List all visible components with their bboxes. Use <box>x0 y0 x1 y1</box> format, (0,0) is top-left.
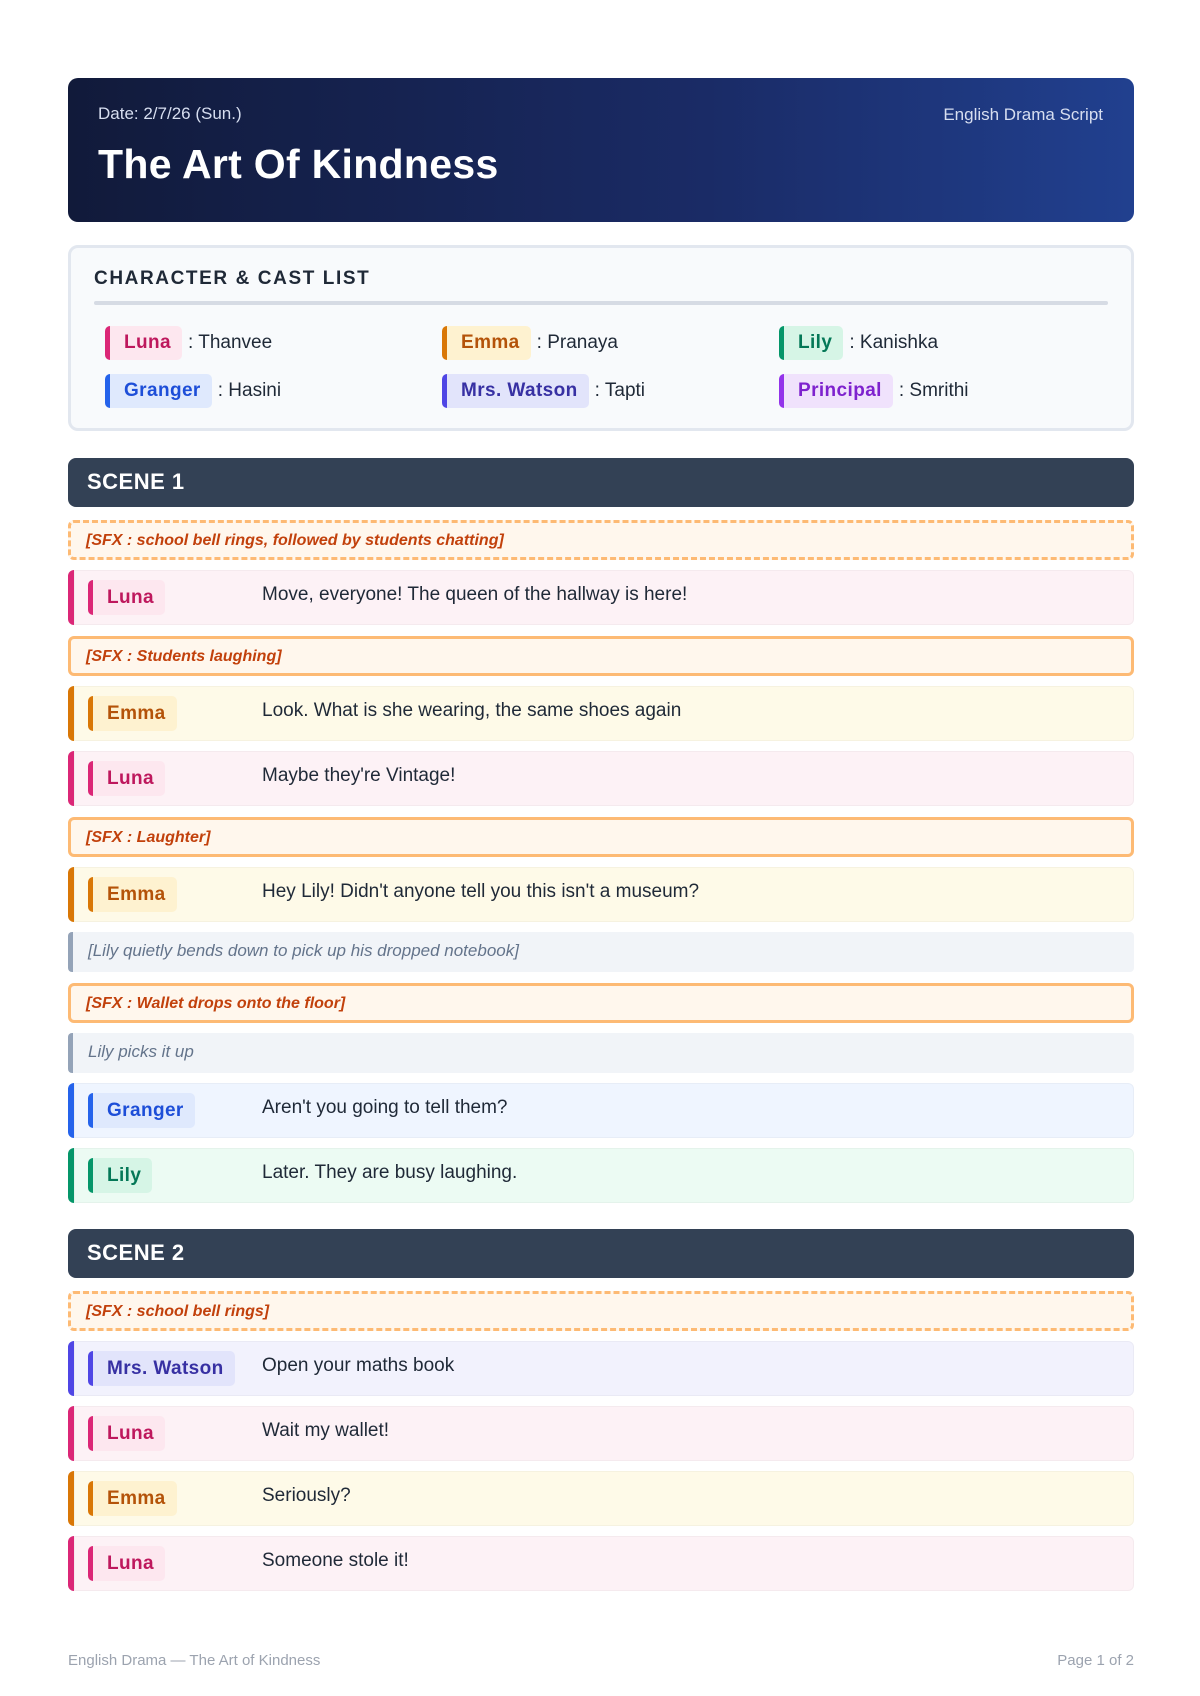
dialogue-line <box>68 1148 1134 1203</box>
dialogue-text: Hey Lily! Didn't anyone tell you this isn't a museum? <box>262 880 700 902</box>
dialogue-text: Maybe they're Vintage! <box>262 764 456 786</box>
scene-1-heading: SCENE 1 <box>68 458 1134 507</box>
speaker-cell <box>88 1481 262 1516</box>
speaker-cell <box>88 696 262 731</box>
sfx-cue: [SFX : school bell rings] <box>68 1291 1134 1331</box>
sfx-cue: [SFX : school bell rings, followed by students chatting] <box>68 520 1134 560</box>
cast-list-divider <box>94 301 1108 305</box>
speaker-cell <box>88 761 262 796</box>
actor-name: : Kanishka <box>849 332 939 353</box>
script-title: The Art Of Kindness <box>98 141 499 187</box>
speaker-tag: Luna <box>88 761 165 796</box>
dialogue-line <box>68 1341 1134 1396</box>
page-footer <box>68 1652 1134 1669</box>
character-tag: Emma <box>442 326 531 360</box>
dialogue-line <box>68 1406 1134 1461</box>
speaker-cell <box>88 1093 262 1128</box>
cast-list <box>68 245 1134 431</box>
speaker-tag: Luna <box>88 580 165 615</box>
actor-name: : Thanvee <box>188 332 273 353</box>
actor-name: : Pranaya <box>536 332 618 353</box>
character-tag: Luna <box>105 326 182 360</box>
speaker-tag: Lily <box>88 1158 152 1193</box>
actor-name: : Hasini <box>217 380 282 401</box>
cast-list-heading: CHARACTER & CAST LIST <box>94 268 371 289</box>
dialogue-text: Wait my wallet! <box>262 1419 390 1441</box>
speaker-cell <box>88 1546 262 1581</box>
scene-2-heading: SCENE 2 <box>68 1229 1134 1278</box>
dialogue-line <box>68 867 1134 922</box>
dialogue-text: Open your maths book <box>262 1354 455 1376</box>
script-type-label: English Drama Script <box>943 105 1103 124</box>
speaker-cell <box>88 877 262 912</box>
cast-entry-lily <box>779 325 1116 361</box>
speaker-tag: Emma <box>88 696 177 731</box>
sfx-cue: [SFX : Students laughing] <box>68 636 1134 676</box>
dialogue-text: Someone stole it! <box>262 1549 409 1571</box>
dialogue-text: Look. What is she wearing, the same shoes again <box>262 699 682 721</box>
cast-grid <box>94 325 1108 409</box>
speaker-tag: Emma <box>88 877 177 912</box>
stage-direction: [Lily quietly bends down to pick up his dropped notebook] <box>68 932 1134 972</box>
script-page <box>68 78 1134 1591</box>
speaker-tag: Granger <box>88 1093 195 1128</box>
dialogue-text: Later. They are busy laughing. <box>262 1161 518 1183</box>
sfx-cue: [SFX : Laughter] <box>68 817 1134 857</box>
dialogue-line <box>68 1471 1134 1526</box>
dialogue-line <box>68 570 1134 625</box>
dialogue-text: Aren't you going to tell them? <box>262 1096 508 1118</box>
dialogue-line <box>68 1083 1134 1138</box>
cast-entry-granger <box>105 373 442 409</box>
script-header <box>68 78 1134 222</box>
speaker-cell <box>88 1351 262 1386</box>
speaker-tag: Mrs. Watson <box>88 1351 235 1386</box>
character-tag: Granger <box>105 374 212 408</box>
script-date: Date: 2/7/26 (Sun.) <box>98 104 242 123</box>
speaker-tag: Luna <box>88 1546 165 1581</box>
stage-direction: Lily picks it up <box>68 1033 1134 1073</box>
actor-name: : Smrithi <box>898 380 969 401</box>
speaker-tag: Emma <box>88 1481 177 1516</box>
speaker-tag: Luna <box>88 1416 165 1451</box>
character-tag: Principal <box>779 374 893 408</box>
character-tag: Lily <box>779 326 843 360</box>
cast-entry-principal <box>779 373 1116 409</box>
speaker-cell <box>88 580 262 615</box>
dialogue-text: Move, everyone! The queen of the hallway is here! <box>262 583 688 605</box>
dialogue-line <box>68 686 1134 741</box>
dialogue-line <box>68 751 1134 806</box>
actor-name: : Tapti <box>594 380 646 401</box>
sfx-cue: [SFX : Wallet drops onto the floor] <box>68 983 1134 1023</box>
speaker-cell <box>88 1158 262 1193</box>
cast-entry-luna <box>105 325 442 361</box>
speaker-cell <box>88 1416 262 1451</box>
footer-document-title: English Drama — The Art of Kindness <box>68 1652 321 1669</box>
character-tag: Mrs. Watson <box>442 374 589 408</box>
page-number: Page 1 of 2 <box>1057 1652 1134 1669</box>
dialogue-text: Seriously? <box>262 1484 351 1506</box>
dialogue-line <box>68 1536 1134 1591</box>
cast-entry-emma <box>442 325 779 361</box>
cast-entry-mrs-watson <box>442 373 779 409</box>
